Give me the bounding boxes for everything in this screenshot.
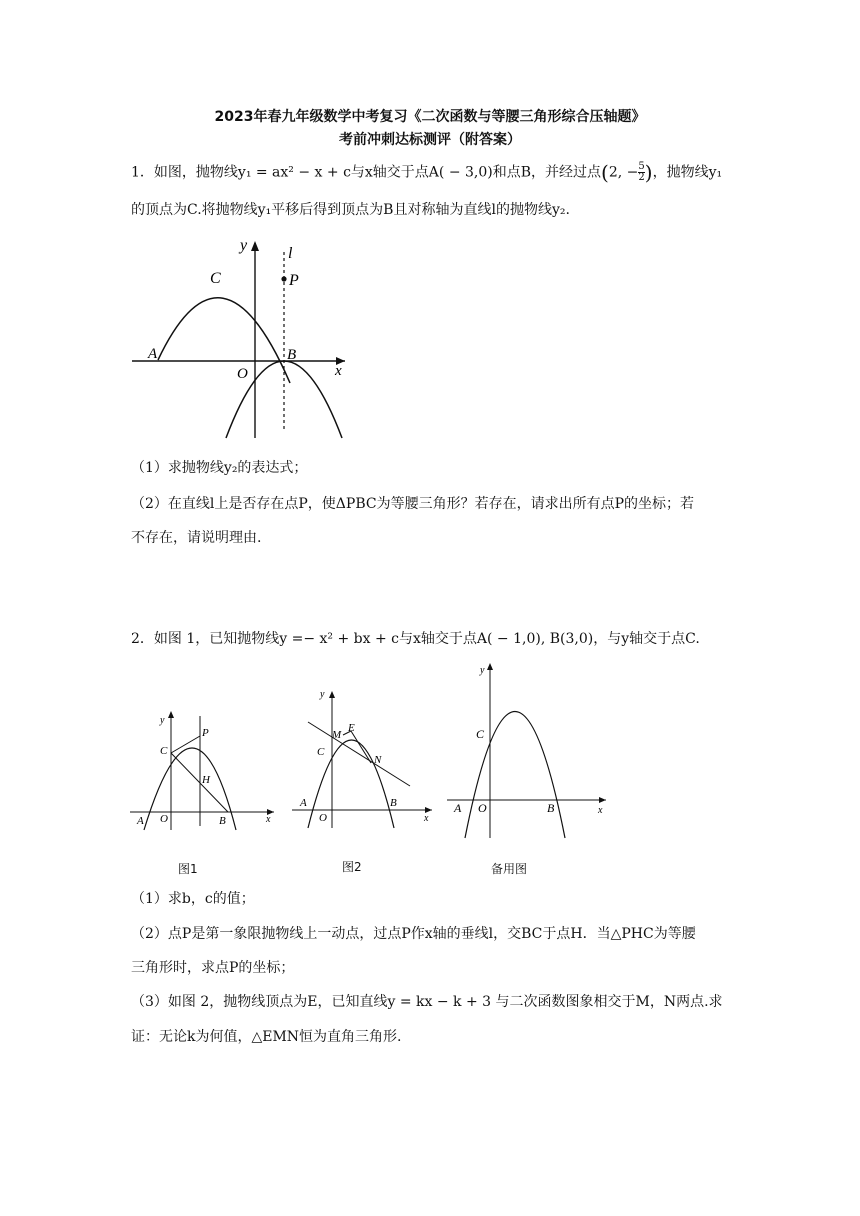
q2-figure-1 <box>128 708 278 828</box>
fig3-y-arrow <box>487 663 493 670</box>
q2-figure-2 <box>290 688 436 832</box>
q1-part2-line2: 不存在，请说明理由. <box>131 530 262 546</box>
q1-parabola-y1 <box>158 298 290 383</box>
q2-part1: （1）求b，c的值； <box>131 891 255 907</box>
fig1-line-cp <box>171 736 200 753</box>
fig2-label-o: O <box>319 812 327 824</box>
q1-label-b: B <box>287 347 297 363</box>
document-title: 2023年春九年级数学中考复习《二次函数与等腰三角形综合压轴题》 <box>214 109 646 125</box>
q1-label-x: x <box>335 363 342 379</box>
fig1-label-o: O <box>160 813 168 825</box>
q1-label-p: P <box>289 272 299 289</box>
fig1-label-c: C <box>160 745 168 757</box>
fig2-label-a: A <box>300 797 307 809</box>
q1-point-x: 2, − <box>608 164 639 181</box>
fig3-label-a: A <box>454 801 462 815</box>
fig1-label-x: x <box>266 814 271 825</box>
q1-frac-den: 2 <box>638 172 645 183</box>
fig2-label-m: M <box>332 729 342 741</box>
q1-statement-line2: 的顶点为C.将抛物线y₁平移后得到顶点为B且对称轴为直线l的抛物线y₂. <box>131 202 570 218</box>
fig3-label-o: O <box>478 801 487 815</box>
q1-y-arrow <box>251 241 259 251</box>
fig3-caption: 备用图 <box>491 862 528 876</box>
q1-figure <box>130 236 350 440</box>
q2-part2-line2: 三角形时，求点P的坐标； <box>131 960 295 976</box>
fig2-label-b: B <box>390 797 397 809</box>
q2-part3-line1: （3）如图 2，抛物线顶点为E，已知直线y = kx − k + 3 与二次函数图象相交于M，N两点.求 <box>131 994 723 1010</box>
q2-figure-3 <box>444 660 610 840</box>
q1-label-l: l <box>288 245 293 262</box>
fig3-label-y: y <box>480 665 485 676</box>
q1-part2-line1: （2）在直线l上是否存在点P，使ΔPBC为等腰三角形？若存在，请求出所有点P的坐标；若 <box>131 496 695 512</box>
document-subtitle: 考前冲刺达标测评（附答案） <box>339 132 521 148</box>
fig2-label-n: N <box>374 754 382 766</box>
q1-text-a: 1．如图，抛物线y₁ = ax² − x + c与x轴交于点A( − 3,0)和点B，并经过点 <box>131 164 602 181</box>
fig1-label-p: P <box>202 727 209 739</box>
q1-part1: （1）求抛物线y₂的表达式； <box>131 460 308 476</box>
fig2-label-y: y <box>320 689 325 700</box>
fig2-caption: 图2 <box>342 860 362 874</box>
fig1-label-h: H <box>202 774 210 786</box>
q1-statement-line1: 1．如图，抛物线y₁ = ax² − x + c与x轴交于点A( − 3,0)和点B，并经过点(2, − $\frac{5}{2}$ )，抛物线y₁ <box>131 160 723 185</box>
q1-label-a: A <box>148 346 158 362</box>
fig1-label-a: A <box>137 815 144 827</box>
q2-part3-line2: 证：无论k为何值，△EMN恒为直角三角形. <box>131 1029 402 1045</box>
fig2-label-e: E <box>348 722 355 734</box>
fig2-label-x: x <box>424 813 429 824</box>
fig3-label-c: C <box>476 727 485 741</box>
fig3-label-b: B <box>547 801 555 815</box>
q2-statement: 2．如图 1，已知抛物线y =− x² + bx + c与x轴交于点A( − 1,0), B(3,0)，与y轴交于点C. <box>131 631 700 647</box>
fig1-y-arrow <box>168 711 174 718</box>
q1-label-c: C <box>210 270 221 287</box>
fig3-x-arrow <box>599 797 606 803</box>
fig1-label-y: y <box>160 715 165 726</box>
q1-frac-num: 5 <box>638 161 645 172</box>
q2-part2-line1: （2）点P是第一象限抛物线上一动点，过点P作x轴的垂线l，交BC于点H．当△PHC为等腰 <box>131 926 696 942</box>
fig1-label-b: B <box>219 815 226 827</box>
fig3-label-x: x <box>598 805 603 816</box>
fig2-y-arrow <box>329 691 335 698</box>
q1-label-o: O <box>237 366 248 382</box>
fig2-line-en <box>351 731 371 763</box>
fig2-label-c: C <box>317 746 325 758</box>
q1-point-p <box>281 276 286 281</box>
q1-text-b: ，抛物线y₁ <box>652 164 723 181</box>
fig1-caption: 图1 <box>178 862 198 876</box>
q1-label-y: y <box>240 237 248 254</box>
